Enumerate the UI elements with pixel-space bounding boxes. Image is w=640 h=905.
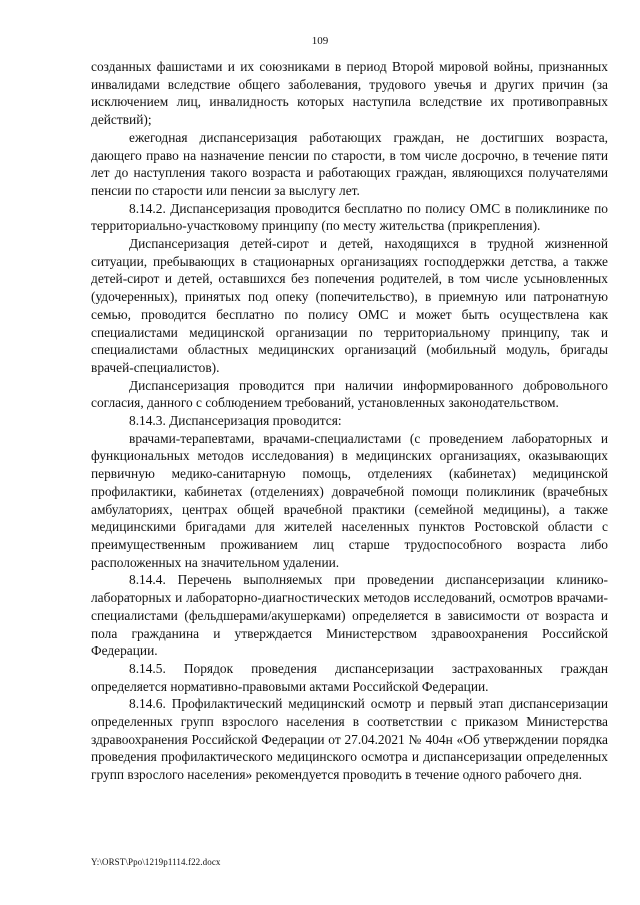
paragraph-8-14-3: 8.14.3. Диспансеризация проводится: bbox=[129, 413, 342, 429]
page-number: 109 bbox=[311, 35, 329, 47]
paragraph-8-14-6: 8.14.6. Профилактический медицинский осмотр и первый этап диспансеризации определенных групп взрослого населения в соответствии с приказом Министерства здравоохранения Российской Федерации от 27.04.2021 № 404н «Об утверждении порядка проведения профилактического медицинского осмотра и диспансеризации определенных групп взрослого населения» рекомендуется проводить в течение одного рабочего дня. bbox=[91, 696, 608, 783]
paragraph-8-14-2: 8.14.2. Диспансеризация проводится бесплатно по полису ОМС в поликлинике по территориально-участковому принципу (по месту жительства (прикрепления). bbox=[91, 200, 608, 234]
paragraph-orphans-dispanserization: Диспансеризация детей-сирот и детей, находящихся в трудной жизненной ситуации, пребывающих в стационарных организациях господдержки детства, а также детей-сирот и детей, оставшихся без попечения родителей, в том числе усыновленных (удочеренных), принятых под опеку (попечительство), в приемную или патронатную семью, проводится бесплатно по полису ОМС и может быть осуществлена как специалистами медицинской организации по территориальному принципу, так и специалистами областных медицинских организаций (мобильный модуль, бригады врачей-специалистов). bbox=[91, 236, 608, 375]
paragraph-physicians-list: врачами-терапевтами, врачами-специалистами (с проведением лабораторных и функциональных методов исследования) в медицинских организациях, оказывающих первичную медико-санитарную помощь, отделениях (кабинетах) медицинской профилактики, кабинетах (отделениях) доврачебной помощи поликлиник (врачебных амбулаториях, центрах общей врачебной практики (семейной медицины), а также медицинскими бригадами для жителей населенных пунктов Ростовской области с преимущественным проживанием лиц старше трудоспособного возраста либо расположенных на значительном удалении. bbox=[91, 430, 608, 570]
document-body bbox=[91, 58, 608, 784]
paragraph-8-14-4: 8.14.4. Перечень выполняемых при проведении диспансеризации клинико-лабораторных и лабораторно-диагностических методов исследований, осмотров врачами-специалистами (фельдшерами/акушерками) определяется в зависимости от возраста и пола гражданина и утверждается Министерством здравоохранения Российской Федерации. bbox=[91, 572, 608, 659]
paragraph-annual-dispanserization: ежегодная диспансеризация работающих граждан, не достигших возраста, дающего право на назначение пенсии по старости, в том числе досрочно, в течение пяти лет до наступления такого возраста и работающих граждан, являющихся получателями пенсии по старости или пенсии за выслугу лет. bbox=[91, 129, 608, 198]
paragraph-8-14-5: 8.14.5. Порядок проведения диспансеризации застрахованных граждан определяется нормативно-правовыми актами Российской Федерации. bbox=[91, 660, 608, 694]
paragraph-informed-consent: Диспансеризация проводится при наличии информированного добровольного согласия, данного с соблюдением требований, установленных законодательством. bbox=[91, 377, 608, 411]
footer-file-path: Y:\ORST\Ppo\1219p1114.f22.docx bbox=[91, 857, 221, 867]
paragraph-continuation: созданных фашистами и их союзниками в период Второй мировой войны, признанных инвалидами вследствие общего заболевания, трудового увечья и других причин (за исключением лиц, инвалидность которых наступила вследствие их противоправных действий); bbox=[91, 59, 608, 128]
